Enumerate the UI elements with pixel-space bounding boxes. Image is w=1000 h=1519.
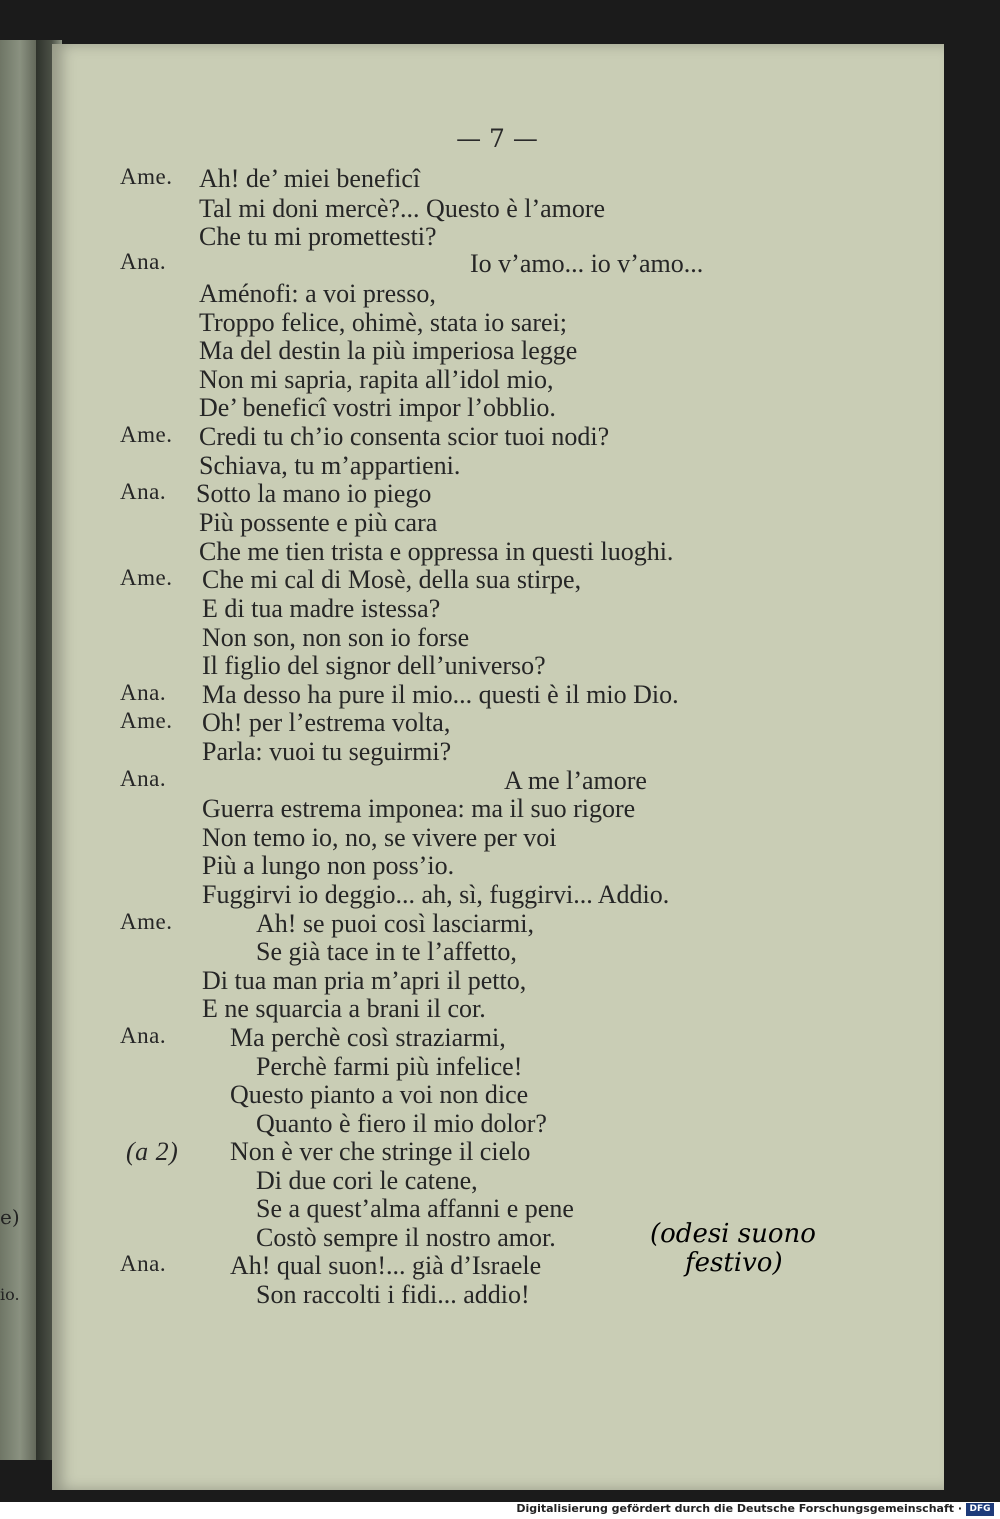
verse-line	[52, 365, 944, 395]
verse-text: Se a quest’alma affanni e pene	[256, 1194, 574, 1223]
verse-line	[52, 508, 944, 538]
verse-text: Costò sempre il nostro amor.	[256, 1223, 556, 1252]
speaker-label: Ame.	[120, 708, 173, 733]
verse-line	[52, 308, 944, 338]
verse-line	[52, 1052, 944, 1082]
verse-text: Oh! per l’estrema volta,	[202, 708, 451, 737]
verse-text: Ma del destin la più imperiosa legge	[199, 336, 578, 365]
speaker-label: Ame.	[120, 164, 173, 189]
speaker-label: Ame.	[120, 422, 173, 447]
stage-direction-line2: festivo)	[685, 1248, 783, 1278]
verse-text: Aménofi: a voi presso,	[199, 279, 436, 308]
verse-text: Il figlio del signor dell’universo?	[202, 651, 546, 680]
verse-line	[52, 623, 944, 653]
verse-line	[52, 766, 944, 796]
speaker-label: Ame.	[120, 565, 173, 590]
verse-text: Che me tien trista e oppressa in questi luoghi.	[199, 537, 674, 566]
verse-text: Di tua man pria m’apri il petto,	[202, 966, 527, 995]
verse-line	[52, 1023, 944, 1053]
verse-text: Guerra estrema imponea: ma il suo rigore	[202, 794, 636, 823]
verse-line	[52, 279, 944, 309]
verse-text: Io v’amo... io v’amo...	[470, 249, 704, 278]
verse-line	[52, 680, 944, 710]
verse-line	[52, 336, 944, 366]
verse-text: Più possente e più cara	[199, 508, 438, 537]
verse-line	[52, 823, 944, 853]
verse-line	[52, 1280, 944, 1310]
verse-text: Ma desso ha pure il mio... questi è il mio Dio.	[202, 680, 679, 709]
verse-line	[52, 1166, 944, 1196]
verse-line	[52, 537, 944, 567]
speaker-label: Ame.	[120, 909, 173, 934]
verse-text: Son raccolti i fidi... addio!	[256, 1280, 530, 1309]
verse-text: De’ beneficî vostri impor l’obblio.	[199, 393, 556, 422]
verse-text: Credi tu ch’io consenta scior tuoi nodi?	[199, 422, 610, 451]
verse-text: Che mi cal di Mosè, della sua stirpe,	[202, 565, 582, 594]
verse-text: Parla: vuoi tu seguirmi?	[202, 737, 452, 766]
verse-text: Schiava, tu m’appartieni.	[199, 451, 461, 480]
speaker-label: Ana.	[120, 680, 167, 705]
verse-line	[52, 708, 944, 738]
facing-page-fragment: io.	[0, 1285, 20, 1304]
facing-page-edge	[0, 40, 40, 1460]
verse-text: Troppo felice, ohimè, stata io sarei;	[199, 308, 568, 337]
dfg-logo: DFG	[966, 1503, 994, 1516]
speaker-label: (a 2)	[126, 1137, 179, 1166]
verse-line	[52, 249, 944, 279]
verse-line	[52, 565, 944, 595]
verse-line	[52, 794, 944, 824]
verse-line	[52, 994, 944, 1024]
verse-text: Non temo io, no, se vivere per voi	[202, 823, 557, 852]
verse-text: Non è ver che stringe il cielo	[230, 1137, 531, 1166]
facing-page-fragment: e)	[0, 1205, 20, 1229]
verse-line	[52, 479, 944, 509]
verse-line	[52, 909, 944, 939]
verse-line	[52, 1137, 944, 1167]
verse-text: Non son, non son io forse	[202, 623, 470, 652]
speaker-label: Ana.	[120, 249, 167, 274]
verse-text: E di tua madre istessa?	[202, 594, 441, 623]
verse-text: Di due cori le catene,	[256, 1166, 478, 1195]
speaker-label: Ana.	[120, 1251, 167, 1276]
footer-credit: Digitalisierung gefördert durch die Deutsche Forschungsgemeinschaft ·	[516, 1502, 962, 1515]
book-page	[52, 44, 944, 1490]
verse-text: Ah! qual suon!... già d’Israele	[230, 1251, 542, 1280]
digitization-footer	[0, 1502, 1000, 1519]
verse-text: Se già tace in te l’affetto,	[256, 937, 517, 966]
verse-text: Quanto è fiero il mio dolor?	[256, 1109, 547, 1138]
verse-text: Più a lungo non poss’io.	[202, 851, 455, 880]
speaker-label: Ana.	[120, 479, 167, 504]
verse-line	[52, 422, 944, 452]
verse-text: Che tu mi promettesti?	[199, 222, 437, 251]
speaker-label: Ana.	[120, 1023, 167, 1048]
verse-text: Ma perchè così straziarmi,	[230, 1023, 506, 1052]
verse-line	[52, 451, 944, 481]
verse-line	[52, 164, 944, 194]
verse-text: Ah! se puoi così lasciarmi,	[256, 909, 534, 938]
verse-line	[52, 651, 944, 681]
verse-line	[52, 966, 944, 996]
verse-text: E ne squarcia a brani il cor.	[202, 994, 486, 1023]
verse-text: Tal mi doni mercè?... Questo è l’amore	[199, 194, 606, 223]
verse-line	[52, 594, 944, 624]
verse-text: Non mi sapria, rapita all’idol mio,	[199, 365, 554, 394]
verse-line	[52, 1080, 944, 1110]
stage-direction-line1: (odesi suono	[650, 1219, 816, 1249]
verse-text: Questo pianto a voi non dice	[230, 1080, 529, 1109]
verse-line	[52, 1109, 944, 1139]
verse-text: A me l’amore	[504, 766, 647, 795]
speaker-label: Ana.	[120, 766, 167, 791]
verse-line	[52, 222, 944, 252]
verse-line	[52, 880, 944, 910]
verse-line	[52, 393, 944, 423]
verse-line	[52, 1251, 944, 1281]
verse-line	[52, 937, 944, 967]
page-number: — 7 —	[456, 124, 538, 153]
verse-line	[52, 194, 944, 224]
verse-line	[52, 851, 944, 881]
verse-text: Sotto la mano io piego	[196, 479, 432, 508]
verse-line	[52, 737, 944, 767]
verse-text: Ah! de’ miei beneficî	[199, 164, 421, 193]
verse-text: Perchè farmi più infelice!	[256, 1052, 523, 1081]
verse-text: Fuggirvi io deggio... ah, sì, fuggirvi... Addio.	[202, 880, 670, 909]
